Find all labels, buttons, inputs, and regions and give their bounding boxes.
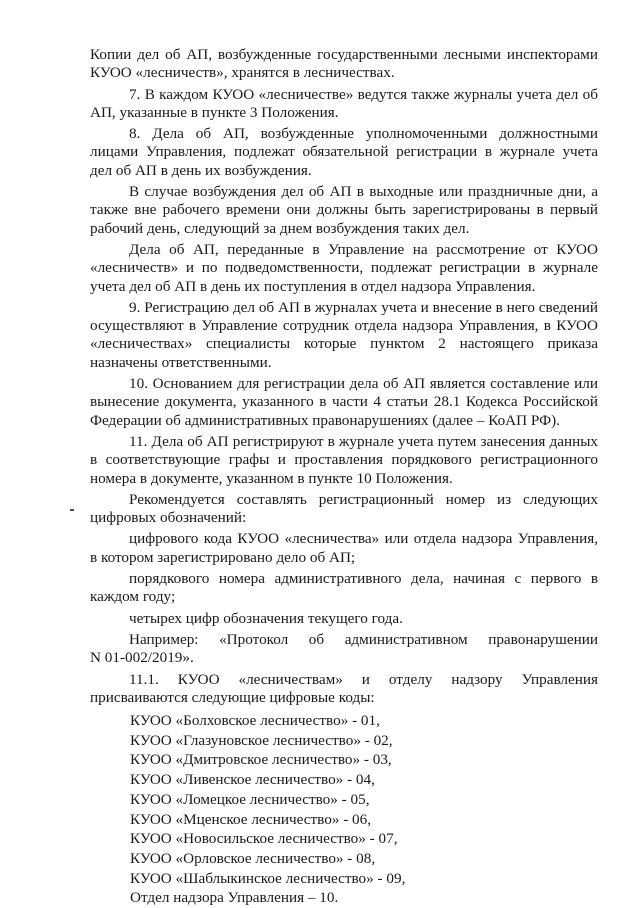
- paragraph-example: [90, 631, 598, 668]
- paragraph-item-8: [90, 125, 598, 180]
- paragraph-item-10: [90, 375, 598, 430]
- text-line: N 01-002/2019».: [90, 649, 194, 667]
- text-line: Дела об АП, переданные в Управление на рассмотрение от КУОО: [129, 240, 598, 258]
- text-line: «лесничествах» специалисты которые пунктом 2 настоящего приказа: [90, 335, 598, 353]
- text-line: учета дел об АП в день их поступления в отдел надзора Управления.: [90, 277, 536, 295]
- list-item: КУОО «Ломецкое лесничество» - 05,: [130, 790, 370, 808]
- text-line: В случае возбуждения дел об АП в выходные или праздничные дни, а: [129, 183, 598, 201]
- text-line: «лесничеств» и по подведомственности, подлежат регистрации в журнале: [90, 259, 598, 277]
- paragraph-item-7: [90, 86, 598, 123]
- paragraph-item-11: [90, 433, 598, 488]
- paragraph-digital-code: [90, 530, 598, 567]
- list-item: КУОО «Болховское лесничество» - 01,: [130, 712, 380, 730]
- text-line: 8. Дела об АП, возбужденные уполномоченными должностными: [129, 125, 598, 143]
- text-line: Федерации об административных правонарушениях (далее – КоАП РФ).: [90, 411, 560, 429]
- list-item: Отдел надзора Управления – 10.: [130, 889, 339, 907]
- text-line: Например: «Протокол об административном правонарушении: [129, 630, 598, 648]
- text-line: 9. Регистрацию дел об АП в журналах учета и внесение в него сведений: [129, 298, 598, 316]
- text-line: номера в документе, указанном в пункте 10 Положения.: [90, 469, 453, 487]
- text-line: каждом году;: [90, 588, 176, 606]
- digital-codes-list: [90, 711, 598, 908]
- paragraph-item-11-1: [90, 671, 598, 708]
- text-line: рабочий день, следующий за днем возбуждения таких дел.: [90, 219, 470, 237]
- text-line: 11. Дела об АП регистрируют в журнале учета путем занесения данных: [129, 432, 598, 450]
- paragraph-weekend-registration: [90, 183, 598, 238]
- text-line: Копии дел об АП, возбужденные государственными лесными инспекторами: [90, 46, 598, 63]
- paragraph-transferred-cases: [90, 241, 598, 296]
- text-line: вынесение документа, указанного в части 4 статьи 28.1 Кодекса Российской: [90, 393, 598, 411]
- text-line: также вне рабочего времени они должны быть зарегистрированы в первый: [90, 201, 598, 219]
- text-line: присваиваются следующие цифровые коды:: [90, 688, 375, 706]
- text-line: назначены ответственными.: [90, 353, 272, 371]
- text-line: в котором зарегистрировано дело об АП;: [90, 548, 356, 566]
- list-item: КУОО «Глазуновское лесничество» - 02,: [130, 731, 393, 749]
- text-line: КУОО «лесничеств», хранятся в лесничествах.: [90, 64, 395, 82]
- text-line: 7. В каждом КУОО «лесничестве» ведутся также журналы учета дел об: [129, 85, 598, 103]
- text-line: Рекомендуется составлять регистрационный номер из следующих: [129, 490, 598, 508]
- text-line: цифровых обозначений:: [90, 509, 247, 527]
- list-item: КУОО «Мценское лесничество» - 06,: [130, 810, 372, 828]
- document-body: [90, 46, 598, 908]
- text-line: цифрового кода КУОО «лесничества» или отдела надзора Управления,: [129, 530, 598, 548]
- list-item: КУОО «Орловское лесничество» - 08,: [130, 849, 376, 867]
- margin-dash-mark: [70, 509, 74, 511]
- list-item: КУОО «Дмитровское лесничество» - 03,: [130, 751, 392, 769]
- text-line: дел об АП в день их возбуждения.: [90, 161, 312, 179]
- text-line: лицами Управления, подлежат обязательной регистрации в журнале учета: [90, 143, 598, 161]
- text-line: в соответствующие графы и проставления порядкового регистрационного: [90, 451, 598, 469]
- paragraph-year-digits: [90, 610, 598, 628]
- paragraph-recommendation: [90, 491, 598, 528]
- text-line: 11.1. КУОО «лесничествам» и отделу надзору Управления: [129, 670, 598, 688]
- text-line: порядкового номера административного дела, начиная с первого в: [129, 570, 598, 588]
- list-item: КУОО «Шаблыкинское лесничество» - 09,: [130, 869, 406, 887]
- list-item: КУОО «Ливенское лесничество» - 04,: [130, 771, 375, 789]
- text-line: 10. Основанием для регистрации дела об АП является составление или: [129, 375, 598, 393]
- list-item: КУОО «Новосильское лесничество» - 07,: [130, 830, 398, 848]
- paragraph-sequence-number: [90, 570, 598, 607]
- paragraph-archive-copies: [90, 46, 598, 83]
- text-line: АП, указанные в пункте 3 Положения.: [90, 103, 339, 121]
- paragraph-item-9: [90, 299, 598, 372]
- text-line: четырех цифр обозначения текущего года.: [129, 609, 403, 627]
- text-line: осуществляют в Управление сотрудник отдела надзора Управления, в КУОО: [90, 317, 598, 335]
